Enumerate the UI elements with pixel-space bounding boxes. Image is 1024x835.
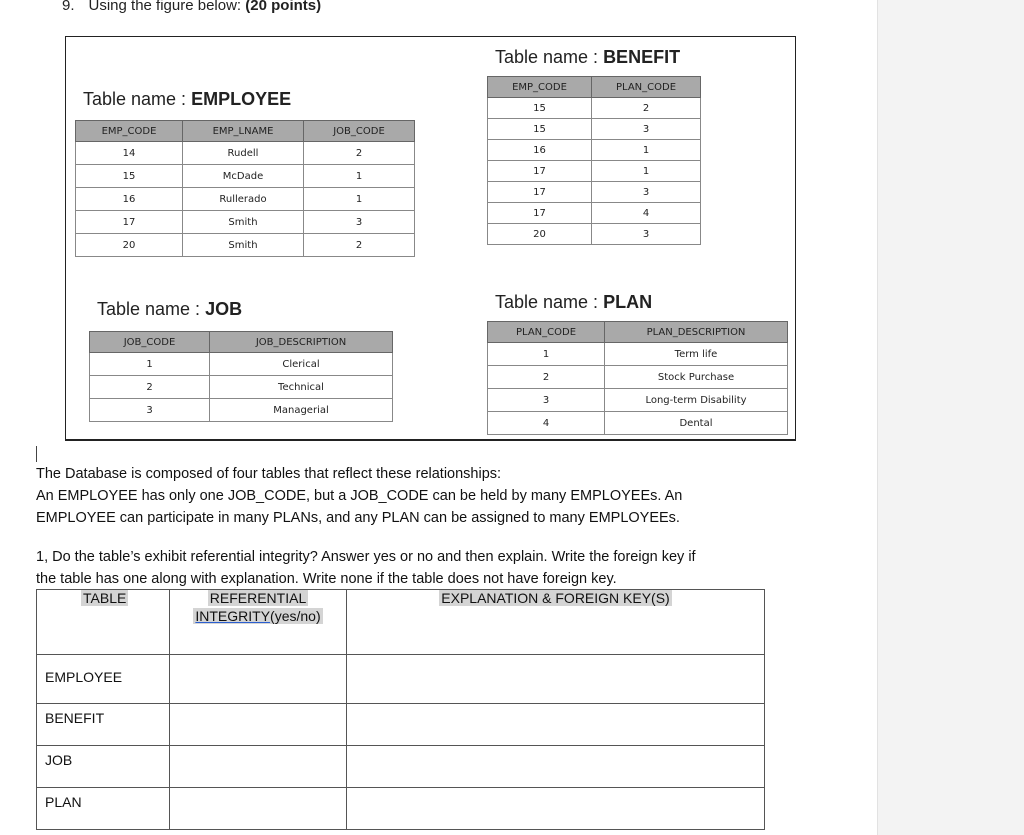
table-cell: Dental [605,412,788,435]
table-cell: 17 [488,203,592,224]
title-prefix: Table name : [495,47,604,67]
answer-row-job [37,746,765,788]
row-label: JOB [37,746,170,788]
title-name: BENEFIT [603,47,681,67]
column-header: EMP_CODE [488,77,592,98]
table-row [488,203,701,224]
header-referential-integrity: REFERENTIAL INTEGRITY(yes/no) [170,590,347,655]
table-cell: Stock Purchase [605,366,788,389]
answer-row-benefit [37,704,765,746]
explanation-cell[interactable] [347,704,765,746]
title-name: EMPLOYEE [191,89,292,109]
table-row [488,161,701,182]
table-row [76,188,415,211]
table-cell: 14 [76,142,183,165]
description-line: An EMPLOYEE has only one JOB_CODE, but a JOB_CODE can be held by many EMPLOYEEs. An [36,488,683,504]
table-cell: 3 [304,211,415,234]
table-row [76,165,415,188]
table-row [76,211,415,234]
ri-cell[interactable] [170,746,347,788]
table-cell: 20 [488,224,592,245]
table-cell: 17 [488,161,592,182]
table-cell: 1 [592,161,701,182]
side-panel [877,0,1024,835]
table-cell: 1 [90,353,210,376]
column-header: EMP_LNAME [183,121,304,142]
question-prompt: Using the figure below: [88,0,242,14]
description-line: The Database is composed of four tables that reflect these relationships: [36,466,502,482]
table-cell: 17 [76,211,183,234]
table-row [90,353,393,376]
table-cell: 1 [488,343,605,366]
header-table: TABLE [37,590,170,655]
row-label: EMPLOYEE [37,655,170,704]
table-cell: 2 [592,98,701,119]
row-label: BENEFIT [37,704,170,746]
column-header: PLAN_CODE [488,322,605,343]
table-row [488,389,788,412]
table-row [488,182,701,203]
answer-row-employee [37,655,765,704]
ri-cell[interactable] [170,704,347,746]
table-row [488,98,701,119]
table-row [488,412,788,435]
table-row [76,234,415,257]
title-prefix: Table name : [83,89,192,109]
answer-row-plan [37,788,765,830]
table-cell: Managerial [210,399,393,422]
column-header: JOB_CODE [90,332,210,353]
benefit-table-title [495,47,680,68]
table-row [488,224,701,245]
subquestion-line: the table has one along with explanation. Write none if the table does not have foreign key. [36,571,617,587]
column-header: PLAN_CODE [592,77,701,98]
table-cell: Rudell [183,142,304,165]
table-cell: Smith [183,234,304,257]
table-cell: 3 [592,224,701,245]
table-cell: 2 [304,142,415,165]
table-cell: 16 [76,188,183,211]
plan-table [487,321,788,435]
table-cell: 16 [488,140,592,161]
row-label: PLAN [37,788,170,830]
table-cell: 2 [304,234,415,257]
plan-table-title [495,292,652,313]
table-cell: 15 [76,165,183,188]
table-cell: 1 [304,188,415,211]
job-table-title [97,299,242,320]
column-header: JOB_DESCRIPTION [210,332,393,353]
employee-table-title [83,89,291,110]
table-cell: 3 [90,399,210,422]
column-header: PLAN_DESCRIPTION [605,322,788,343]
table-cell: 4 [488,412,605,435]
subquestion-paragraph [36,546,696,590]
table-cell: McDade [183,165,304,188]
header-explanation: EXPLANATION & FOREIGN KEY(S) [347,590,765,655]
title-prefix: Table name : [97,299,206,319]
table-cell: 15 [488,119,592,140]
table-cell: 15 [488,98,592,119]
table-cell: Long-term Disability [605,389,788,412]
table-cell: 2 [90,376,210,399]
description-paragraph [36,463,682,529]
table-row [488,366,788,389]
question-number: 9. [62,0,75,14]
text-cursor [36,446,37,462]
title-prefix: Table name : [495,292,604,312]
table-cell: 20 [76,234,183,257]
explanation-cell[interactable] [347,655,765,704]
question-heading [62,0,321,14]
table-cell: 3 [592,182,701,203]
figure-frame-bottom [65,439,796,441]
table-row [90,376,393,399]
table-row [488,343,788,366]
job-table [89,331,393,422]
ri-cell[interactable] [170,788,347,830]
explanation-cell[interactable] [347,746,765,788]
table-row [90,399,393,422]
table-cell: 17 [488,182,592,203]
subquestion-line: 1, Do the table’s exhibit referential integrity? Answer yes or no and then explain. Write the foreign key if [36,549,696,565]
table-cell: 1 [592,140,701,161]
table-cell: Clerical [210,353,393,376]
table-cell: 3 [488,389,605,412]
benefit-table [487,76,701,245]
explanation-cell[interactable] [347,788,765,830]
table-cell: Technical [210,376,393,399]
table-cell: 2 [488,366,605,389]
ri-cell[interactable] [170,655,347,704]
title-name: JOB [205,299,243,319]
table-cell: 1 [304,165,415,188]
column-header: EMP_CODE [76,121,183,142]
question-points: (20 points) [245,0,322,14]
title-name: PLAN [603,292,653,312]
table-cell: Smith [183,211,304,234]
table-row [76,142,415,165]
employee-table [75,120,415,257]
table-cell: Rullerado [183,188,304,211]
column-header: JOB_CODE [304,121,415,142]
table-cell: Term life [605,343,788,366]
description-line: EMPLOYEE can participate in many PLANs, and any PLAN can be assigned to many EMPLOYEEs. [36,510,680,526]
table-cell: 4 [592,203,701,224]
table-row [488,119,701,140]
table-row [488,140,701,161]
answer-table [36,589,765,830]
table-cell: 3 [592,119,701,140]
